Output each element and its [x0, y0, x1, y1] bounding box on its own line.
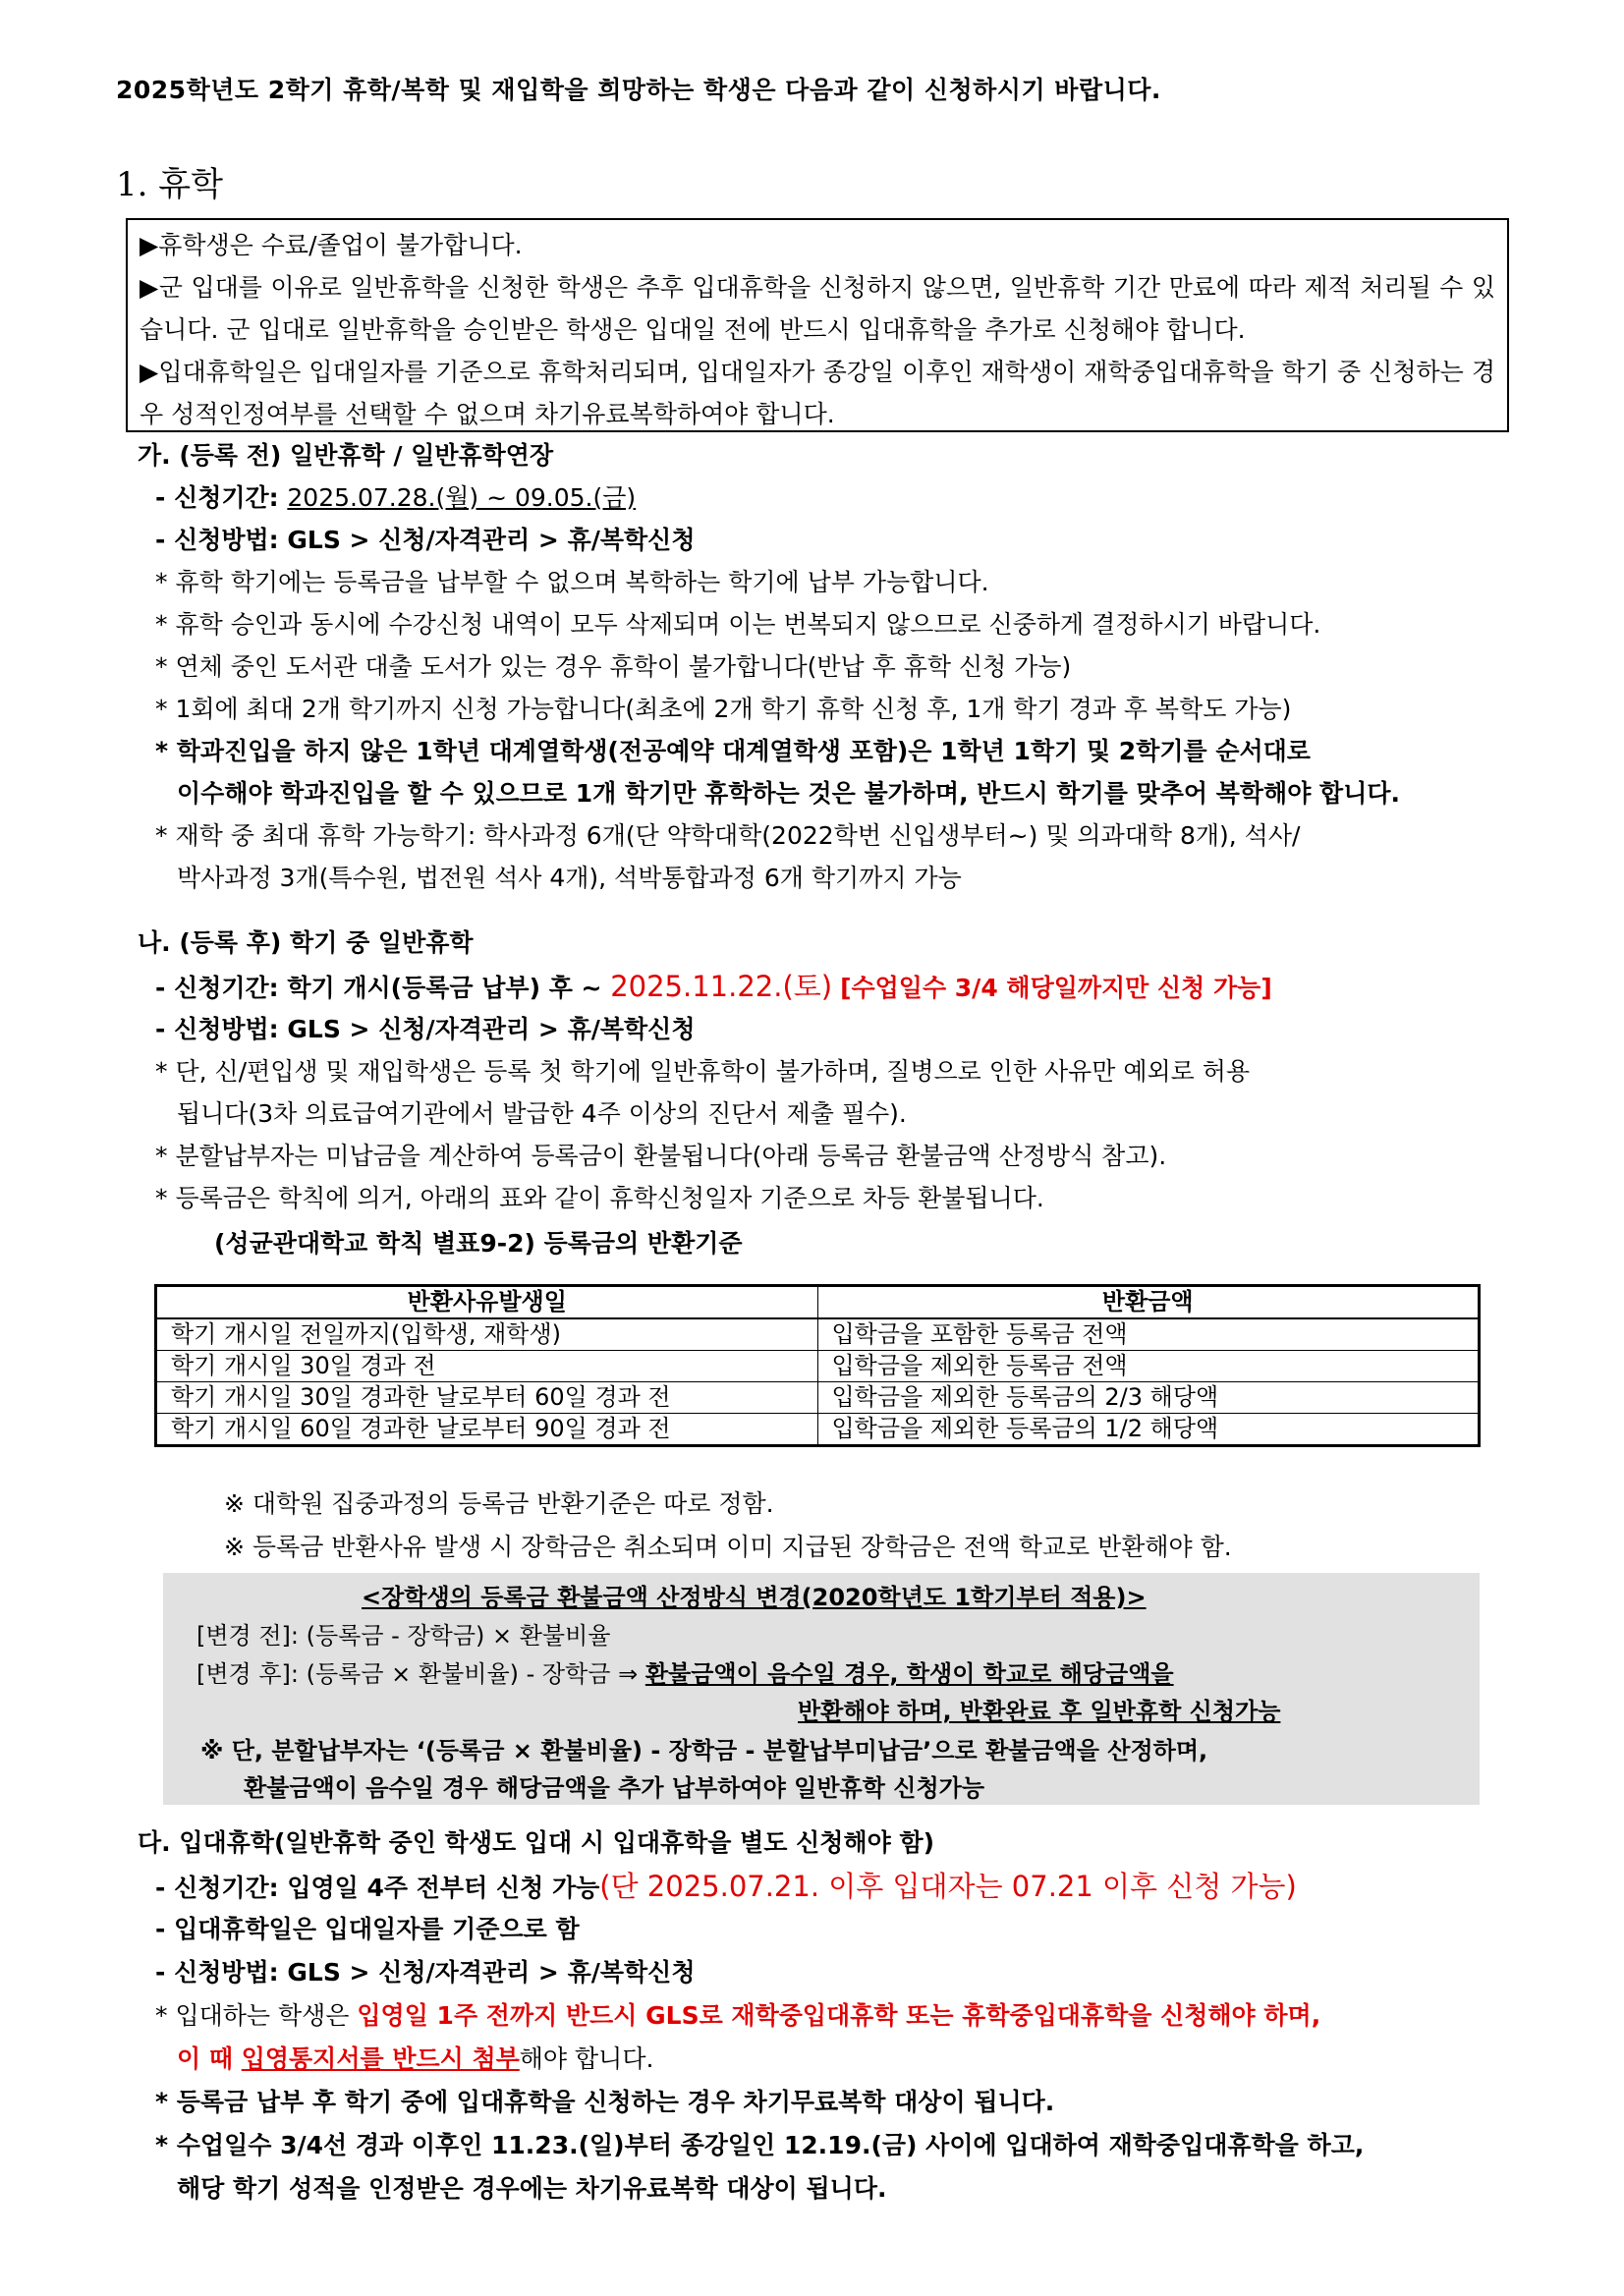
- table-cell: 학기 개시일 30일 경과한 날로부터 60일 경과 전: [156, 1382, 818, 1414]
- na-period-label: - 신청기간: 학기 개시(등록금 납부) 후 ~: [155, 974, 611, 1002]
- table-cell: 입학금을 제외한 등록금의 1/2 해당액: [817, 1414, 1480, 1446]
- na-note-1b: 됩니다(3차 의료급여기관에서 발급한 4주 이상의 진단서 제출 필수).: [177, 1099, 907, 1128]
- table-row: [156, 1318, 1480, 1351]
- ga-note-5b: 이수해야 학과진입을 할 수 있으므로 1개 학기만 휴학하는 것은 불가하며, 반드시 학기를 맞추어 복학해야 합니다.: [177, 779, 1400, 808]
- da-note-1b-red: 이 때: [177, 2044, 242, 2073]
- notice-line-2: ▶군 입대를 이유로 일반휴학을 신청한 학생은 추후 입대휴학을 신청하지 않으면, 일반휴학 기간 만료에 따라 제적 처리될 수 있습니다. 군 입대로 일반휴학을 승인받은 학생은 입대일 전에 반드시 입대휴학을 추가로 신청해야 합니다.: [140, 273, 1495, 344]
- ga-note-4: * 1회에 최대 2개 학기까지 신청 가능합니다(최초에 2개 학기 휴학 신청 후, 1개 학기 경과 후 복학도 가능): [155, 695, 1292, 723]
- da-period-red: (단 2025.07.21. 이후 입대자는 07.21 이후 신청 가능): [599, 1870, 1297, 1903]
- scholarship-box-before: [변경 전]: (등록금 - 장학금) × 환불비율: [196, 1622, 611, 1650]
- ga-note-3: * 연체 중인 도서관 대출 도서가 있는 경우 휴학이 불가합니다(반납 후 휴학 신청 가능): [155, 652, 1072, 681]
- ga-period-value: 2025.07.28.(월) ~ 09.05.(금): [287, 483, 637, 512]
- table-cell: 입학금을 제외한 등록금 전액: [817, 1351, 1480, 1382]
- notice-line-3: ▶입대휴학일은 입대일자를 기준으로 휴학처리되며, 입대일자가 종강일 이후인 재학생이 재학중입대휴학을 학기 중 신청하는 경우 성적인정여부를 선택할 수 없으며 차기유료복학하여야 합니다.: [140, 358, 1495, 428]
- na-note-2: * 분할납부자는 미납금을 계산하여 등록금이 환불됩니다(아래 등록금 환불금액 산정방식 참고).: [155, 1142, 1167, 1170]
- refund-remark-1: ※ 대학원 집중과정의 등록금 반환기준은 따로 정함.: [224, 1489, 774, 1518]
- subsection-da-title: 다. 입대휴학(일반휴학 중인 학생도 입대 시 입대휴학을 별도 신청해야 함): [138, 1828, 935, 1857]
- na-period: [155, 970, 1272, 1005]
- na-method-label: - 신청방법:: [155, 1015, 288, 1043]
- na-period-date: 2025.11.22.(토): [610, 970, 833, 1003]
- section-title-leave: 1. 휴학: [116, 165, 223, 204]
- scholarship-box-note-1: ※ 단, 분할납부자는 ‘(등록금 × 환불비율) - 장학금 - 분할납부미납금’으로 환불금액을 산정하며,: [200, 1737, 1208, 1764]
- na-period-note: [수업일수 3/4 해당일까지만 신청 가능]: [840, 974, 1272, 1002]
- ga-note-5a: * 학과진입을 하지 않은 1학년 대계열학생(전공예약 대계열학생 포함)은 1학년 1학기 및 2학기를 순서대로: [155, 737, 1311, 765]
- table-cell: 입학금을 제외한 등록금의 2/3 해당액: [817, 1382, 1480, 1414]
- table-row: [156, 1351, 1480, 1382]
- da-note-1-red: 입영일 1주 전까지 반드시 GLS로 재학중입대휴학 또는 휴학중입대휴학을 신청해야 하며,: [357, 2001, 1321, 2030]
- scholarship-box-after: [196, 1657, 1174, 1691]
- table-cell: 학기 개시일 전일까지(입학생, 재학생): [156, 1318, 818, 1351]
- intro-text: 2025학년도 2학기 휴학/복학 및 재입학을 희망하는 학생은 다음과 같이 신청하시기 바랍니다.: [116, 76, 1161, 104]
- da-note-1b: [177, 2043, 653, 2076]
- scholarship-box-after-prefix: [변경 후]: (등록금 × 환불비율) - 장학금 ⇒: [196, 1660, 645, 1688]
- scholarship-box-title: <장학생의 등록금 환불금액 산정방식 변경(2020학년도 1학기부터 적용)>: [362, 1584, 1147, 1611]
- scholarship-box-note-2: 환불금액이 음수일 경우 해당금액을 추가 납부하여야 일반휴학 신청가능: [244, 1774, 985, 1802]
- ga-note-2: * 휴학 승인과 동시에 수강신청 내역이 모두 삭제되며 이는 번복되지 않으므로 신중하게 결정하시기 바랍니다.: [155, 610, 1321, 639]
- refund-remark-2: ※ 등록금 반환사유 발생 시 장학금은 취소되며 이미 지급된 장학금은 전액 학교로 반환해야 함.: [224, 1533, 1232, 1561]
- notice-box: [126, 218, 1509, 432]
- table-row: [156, 1414, 1480, 1446]
- na-note-3: * 등록금은 학칙에 의거, 아래의 표와 같이 휴학신청일자 기준으로 차등 환불됩니다.: [155, 1184, 1044, 1212]
- ga-period-label: - 신청기간:: [155, 483, 288, 512]
- table-cell: 학기 개시일 30일 경과 전: [156, 1351, 818, 1382]
- ga-method-label: - 신청방법:: [155, 526, 288, 554]
- ga-note-6a: * 재학 중 최대 휴학 가능학기: 학사과정 6개(단 약학대학(2022학번 신입생부터~) 및 의과대학 8개), 석사/: [155, 821, 1301, 850]
- table-header-row: [156, 1286, 1480, 1319]
- table-header-cell: 반환금액: [817, 1286, 1480, 1319]
- da-note-1b-red-underlined: 입영통지서를 반드시 첨부: [241, 2044, 520, 2073]
- na-method-value: GLS > 신청/자격관리 > 휴/복학신청: [287, 1015, 696, 1043]
- da-period: [155, 1870, 1297, 1905]
- ga-note-1: * 휴학 학기에는 등록금을 납부할 수 없으며 복학하는 학기에 납부 가능합니다.: [155, 568, 989, 596]
- da-note-3a: * 수업일수 3/4선 경과 이후인 11.23.(일)부터 종강일인 12.19.(금) 사이에 입대하여 재학중입대휴학을 하고,: [155, 2131, 1365, 2159]
- ga-method-value: GLS > 신청/자격관리 > 휴/복학신청: [287, 526, 696, 554]
- da-note-1-prefix: * 입대하는 학생은: [155, 2001, 358, 2030]
- na-note-1a: * 단, 신/편입생 및 재입학생은 등록 첫 학기에 일반휴학이 불가하며, 질병으로 인한 사유만 예외로 허용: [155, 1057, 1251, 1086]
- scholarship-box-after-u2: 반환해야 하며, 반환완료 후 일반휴학 신청가능: [798, 1698, 1281, 1725]
- refund-table: [154, 1284, 1481, 1447]
- da-note-1a: [155, 1999, 1320, 2033]
- da-method-label: - 신청방법:: [155, 1958, 288, 1987]
- da-note-2: * 등록금 납부 후 학기 중에 입대휴학을 신청하는 경우 차기무료복학 대상이 됩니다.: [155, 2088, 1055, 2116]
- table-cell: 입학금을 포함한 등록금 전액: [817, 1318, 1480, 1351]
- refund-table-title: (성균관대학교 학칙 별표9-2) 등록금의 반환기준: [214, 1229, 743, 1258]
- da-note-3b: 해당 학기 성적을 인정받은 경우에는 차기유료복학 대상이 됩니다.: [177, 2174, 887, 2203]
- subsection-na-title: 나. (등록 후) 학기 중 일반휴학: [138, 928, 474, 957]
- scholarship-refund-box: [163, 1573, 1480, 1805]
- da-date-basis: - 입대휴학일은 입대일자를 기준으로 함: [155, 1915, 580, 1943]
- notice-line-1: ▶휴학생은 수료/졸업이 불가합니다.: [140, 231, 523, 259]
- ga-note-6b: 박사과정 3개(특수원, 법전원 석사 4개), 석박통합과정 6개 학기까지 가능: [177, 864, 962, 892]
- da-period-label: - 신청기간: 입영일 4주 전부터 신청 가능: [155, 1874, 600, 1902]
- ga-period: [155, 481, 636, 515]
- da-method-value: GLS > 신청/자격관리 > 휴/복학신청: [287, 1958, 696, 1987]
- table-row: [156, 1382, 1480, 1414]
- scholarship-box-after-u1: 환불금액이 음수일 경우, 학생이 학교로 해당금액을: [644, 1660, 1174, 1688]
- subsection-ga-title: 가. (등록 전) 일반휴학 / 일반휴학연장: [138, 441, 554, 470]
- da-note-1b-suffix: 해야 합니다.: [519, 2044, 654, 2073]
- table-header-cell: 반환사유발생일: [156, 1286, 818, 1319]
- table-cell: 학기 개시일 60일 경과한 날로부터 90일 경과 전: [156, 1414, 818, 1446]
- ga-method: [155, 524, 695, 557]
- na-method: [155, 1013, 695, 1046]
- da-method: [155, 1956, 695, 1989]
